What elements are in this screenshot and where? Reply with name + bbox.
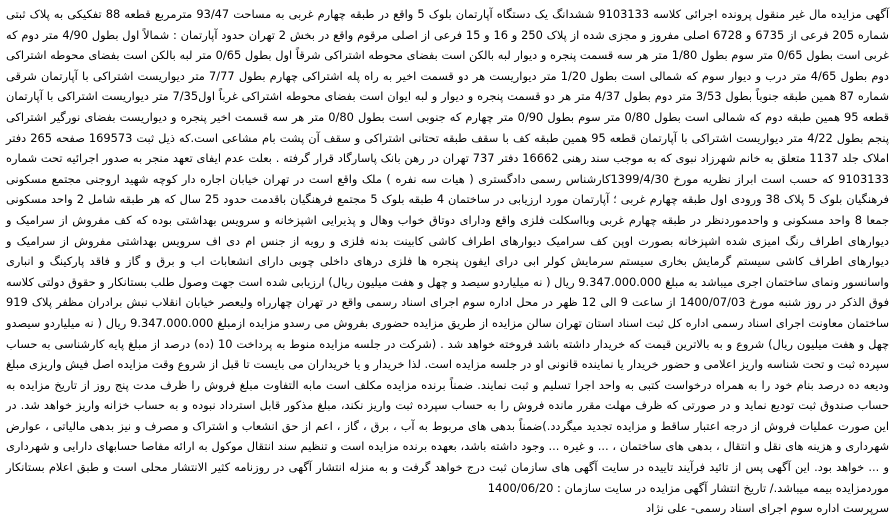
signature-line: سرپرست اداره سوم اجرای اسناد رسمی- علی نژاد bbox=[646, 501, 889, 516]
auction-notice-body: آگهی مزایده مال غیر منقول پرونده اجرائی کلاسه 9103133 ششدانگ یک دستگاه آپارتمان بلوک 5 واقع در طبقه چهارم غربی به مساحت 93/47 مترمربع قطعه 88 تفکیکی به پلاک ثبتی شماره 205 فرعی از 6735 و 6728 اصلی مفروز و مجزی شده از پلاک 250 و 16 و 15 فرعی از اصلی مرقوم واقع در بخش 2 تهران حدود آپارتمان : شمالاً اول بطول 4/90 متر دوم که غربی است بطول 0/65 متر سوم بطول 1/80 متر هر سه قسمت پنجره و دیوار لبه بالکن است بفضای محوطه اشتراکی شرقاً اول بطول 0/65 متر لبه بالکن است بفضای محوطه اشتراکی دوم بطول 4/65 متر درب و دیوار سوم که شمالی است بطول 1/20 متر دیواریست هر دو قسمت اخیر به راه پله اشتراکی چهارم بطول 7/77 متر دیواریست اشتراکی با آپارتمان شرقی شماره 87 همین طبقه جنوباً بطول 3/53 متر دوم بطول 4/37 متر هر دو قسمت پنجره و دیوار و لبه ایوان است بفضای محوطه اشتراکی غرباً اول7/35 متر دیواریست اشتراکی با آپارتمان قطعه 95 همین طبقه دوم که شمالی است بطول 0/80 متر سوم بطول 0/90 متر چهارم که جنوبی است بطول 0/80 متر هر سه قسمت اخیر پنجره و دیواریست بفضای نورگیر اشتراکی پنجم بطول 4/22 متر دیواریست اشتراکی با آپارتمان قطعه 95 همین طبقه کف با سقف طبقه تحتانی اشتراکی و سقف آن پشت بام مشاعی است.که ذیل ثبت 169573 صفحه 265 دفتر املاک جلد 1137 متعلق به خانم شهرزاد نبوی که به موجب سند رهنی 16662 دفتر 737 تهران در رهن بانک پاسارگاد قرار گرفته . بعلت عدم ایفای تعهد منجر به صدور اجرائیه تحت شماره 9103133 که حسب است ابراز نظریه مورخ 1399/4/30کارشناس رسمی دادگستری ( هیات سه نفره ) ملک واقع است در تهران خیابان اجاره دار کوچه شهید اروجنی مجتمع مسکونی فرهنگیان بلوک 5 پلاک 38 ورودی اول طبقه چهارم غربی ؛ آپارتمان مورد ارزیابی در ساختمان 4 طبقه بلوک 5 مجتمع فرهنگیان باقدمت حدود 25 سال که هر طبقه شامل 2 واحد مسکونی جمعا 8 واحد مسکونی و واحدموردنظر در طبقه چهارم غربی وبااسکلت فلزی واقع ودارای دوتاق خواب وهال و پذیرایی اشپزخانه و سرویس بهداشتی بوده که کف مفروش از سرامیک و دیوارهای اطراف رنگ امیزی شده اشپزخانه بصورت اوپن کف سرامیک دیوارهای اطراف کاشی کابینت بدنه فلزی و رویه از جنس ام دی اف سرویس بهداشتی مفروش از سرامیک و دیوارهای اطراف کاشی سیستم گرمایش بخاری سیستم سرمایش کولر ابی درای ایفون پنجره ها فلزی درهای داخلی چوبی دارای انشعابات اب و برق و گاز و فاقد پارکینگ و انباری واسانسور ونمای ساختمان اجری میباشد به مبلغ 9.347.000.000 ریال ( نه میلیاردو سیصد و چهل و هفت میلیون ریال) ارزیابی شده است جهت وصول طلب بستانکار و حقوق دولتی کلاسه فوق الذکر در روز شنبه مورخ 1400/07/03 از ساعت 9 الی 12 ظهر در محل اداره سوم اجرای اسناد رسمی واقع در تهران چهارراه ولیعصر خیابان انقلاب نبش برادران مظفر پلاک 919 ساختمان معاونت اجرای اسناد رسمی اداره کل ثبت اسناد استان تهران سالن مزایده از طریق مزایده حضوری بفروش می رسدو مزایده ازمبلغ 9.347.000.000 ریال ( نه میلیاردو سیصدو چهل و هفت میلیون ریال) شروع و به بالاترین قیمت که خریدار داشته باشد فروخته خواهد شد . (شرکت در جلسه مزایده منوط به پرداخت 10 (ده) درصد از مبلغ پایه کارشناسی به حساب سپرده ثبت و تحت شناسه واریز اعلامی و حضور خریدار یا نماینده قانونی او در جلسه مزایده است. لذا خریدار و یا خریداران می بایست تا قبل از شروع وقت مزایده اصل فیش واریزی مبلغ ودیعه ده درصد بنام خود را به همراه درخواست کتبی به واحد اجرا تسلیم و ثبت نمایند. ضمناً برنده مزایده مکلف است مابه التفاوت مبلغ فروش را ظرف مدت پنج روز از تاریخ مزایده به حساب صندوق ثبت تودیع نماید و در صورتی که ظرف مهلت مقرر مانده فروش را به حساب سپرده ثبت واریز نکند، مبلغ مذکور قابل استرداد نبوده و به حساب خزانه واریز خواهد شد. در این صورت عملیات فروش از درجه اعتبار ساقط و مزایده تجدید میگردد.)ضمناً بدهی های مربوط به آب ، برق ، گاز ، اعم از حق انشعاب و اشتراک و مصرف و نیز بدهی مالیاتی ، عوارض شهرداری و هزینه های نقل و انتقال ، بدهی های ساختمان ، ... و غیره ... وجود داشته باشد، بعهده برنده مزایده است و تنظیم سند انتقال موکول به ارائه مفاصا حسابهای دارایی و شهرداری و ... خواهد بود. این آگهی پس از تائید فرآیند تاییده در سایت آگهی های سازمان ثبت درج خواهد گرفت و به منزله انتشار آگهی در روزنامه کثیر الانتشار محلی است و طبق اعلام بستانکار موردمزایده بیمه میباشد./ تاریخ انتشار آگهی مزایده در سایت سازمان : 1400/06/20 bbox=[6, 7, 890, 495]
notice-footer bbox=[6, 498, 889, 519]
